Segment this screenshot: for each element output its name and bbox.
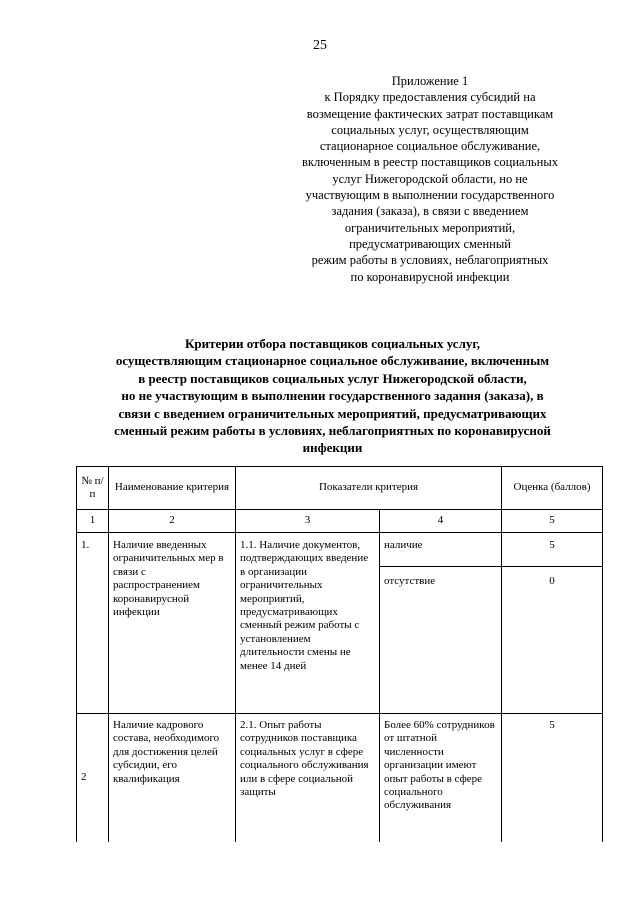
row-criterion-name: Наличие кадрового состава, необходимого для достижения целей субсидии, его квалификация — [109, 714, 236, 843]
column-number: 2 — [109, 510, 236, 533]
appendix-line: к Порядку предоставления субсидий на — [324, 90, 536, 105]
heading-line: в реестр поставщиков социальных услуг Нижегородской области, — [138, 370, 527, 386]
option-label: Более 60% сотрудников от штатной численности организации имеют опыт работы в сфере социального обслуживания — [380, 714, 502, 843]
appendix-line: режим работы в условиях, неблагоприятных — [311, 253, 549, 268]
column-number: 4 — [380, 510, 502, 533]
header-indicators: Показатели критерия — [236, 467, 502, 510]
heading-line: инфекции — [302, 440, 363, 456]
option-label: наличие — [380, 533, 502, 567]
heading-line: сменный режим работы в условиях, неблагоприятных по коронавирусной — [114, 423, 551, 439]
row-num: 2 — [77, 714, 109, 843]
criteria-table — [76, 466, 603, 842]
appendix-line: включенным в реестр поставщиков социальных — [302, 155, 558, 170]
appendix-line: задания (заказа), в связи с введением — [331, 204, 529, 219]
option-label: отсутствие — [380, 567, 502, 714]
appendix-line: возмещение фактических затрат поставщикам — [306, 106, 554, 121]
column-number: 3 — [236, 510, 380, 533]
appendix-block — [260, 73, 600, 285]
row-num: 1. — [77, 533, 109, 714]
appendix-line: социальных услуг, осуществляющим — [331, 122, 529, 137]
option-score: 5 — [502, 714, 603, 843]
page-number: 25 — [313, 38, 327, 53]
table-row — [77, 714, 603, 843]
header-score: Оценка (баллов) — [502, 467, 603, 510]
appendix-line: услуг Нижегородской области, но не — [332, 171, 528, 186]
row-indicator: 2.1. Опыт работы сотрудников поставщика социальных услуг в сфере социального обслуживания или в сфере социальной защиты — [236, 714, 380, 843]
heading-line: Критерии отбора поставщиков социальных услуг, — [184, 336, 481, 351]
appendix-line: Приложение 1 — [391, 74, 469, 88]
appendix-line: предусматривающих сменный — [349, 236, 511, 251]
header-criterion-name: Наименование критерия — [109, 467, 236, 510]
appendix-line: стационарное социальное обслуживание, — [319, 139, 541, 154]
appendix-line: участвующим в выполнении государственного — [305, 188, 555, 203]
appendix-line: по коронавирусной инфекции — [350, 269, 510, 284]
column-number: 1 — [77, 510, 109, 533]
option-score: 5 — [502, 533, 603, 567]
table-header-row — [77, 467, 603, 510]
appendix-line: ограничительных мероприятий, — [344, 220, 516, 235]
heading-line: осуществляющим стационарное социальное обслуживание, включенным — [115, 353, 550, 369]
row-indicator: 1.1. Наличие документов, подтверждающих введение в организации ограничительных мероприятий, предусматривающих сменный режим работы с установлением длительности смены не менее 14 дней — [236, 533, 380, 714]
option-score: 0 — [502, 567, 603, 714]
header-num: № п/п — [77, 467, 109, 510]
column-number: 5 — [502, 510, 603, 533]
heading-line: связи с введением ограничительных мероприятий, предусматривающих — [118, 405, 547, 421]
column-number-row — [77, 510, 603, 533]
table-row — [77, 533, 603, 567]
document-heading — [40, 335, 625, 457]
heading-line: но не участвующим в выполнении государственного задания (заказа), в — [121, 388, 544, 404]
row-criterion-name: Наличие введенных ограничительных мер в связи с распространением коронавирусной инфекции — [109, 533, 236, 714]
